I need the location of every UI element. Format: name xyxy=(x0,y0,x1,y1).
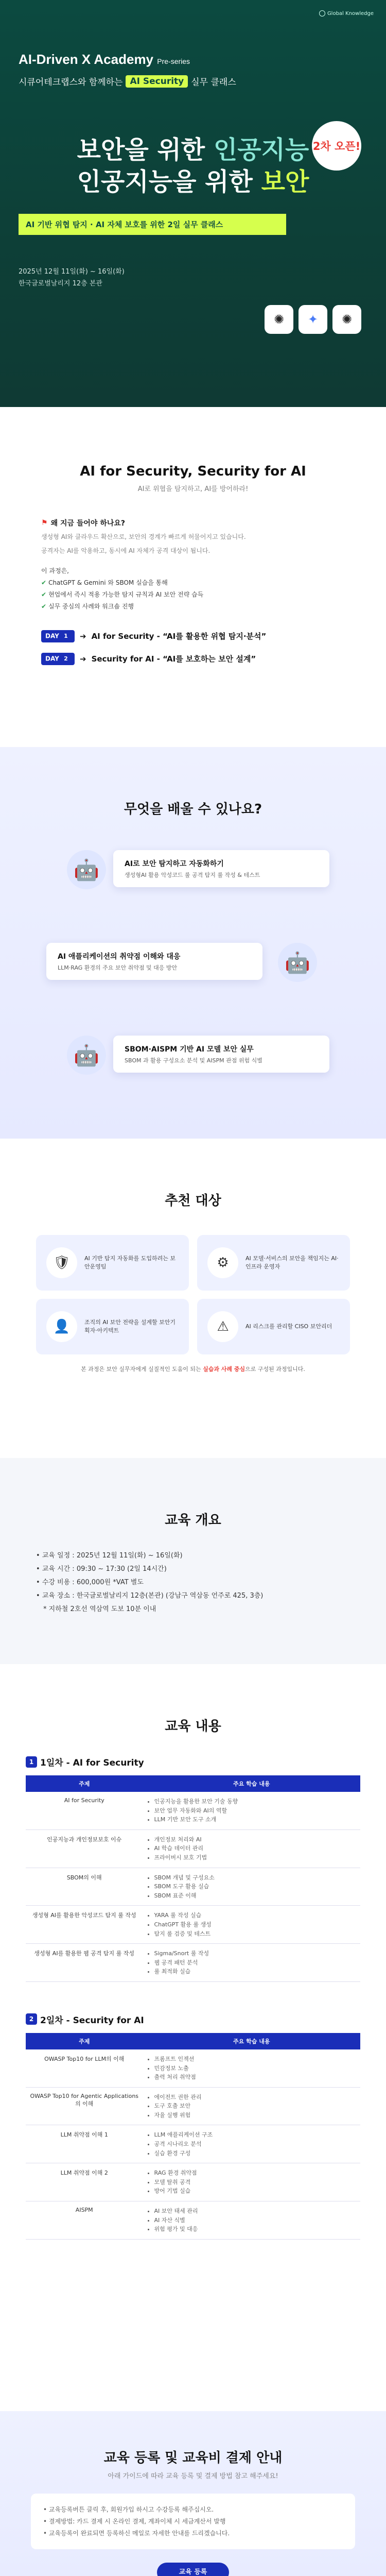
check-icon: ✔ xyxy=(41,602,47,610)
table-row xyxy=(26,1829,360,1868)
register-item: • 교육등록버튼 클릭 후, 회원가입 하시고 수강등록 해주십시오. xyxy=(43,2506,214,2513)
hero-date: 2025년 12월 11일(화) ~ 16일(화) xyxy=(19,267,125,276)
learn-title: 무엇을 배울 수 있나요? xyxy=(124,802,262,817)
list-item-text: 실무 중심의 사례와 워크숍 진행 xyxy=(48,602,134,610)
row-item: • ChatGPT 활용 룰 생성 xyxy=(154,1920,357,1929)
list-item-text: ChatGPT & Gemini 와 SBOM 실습을 통해 xyxy=(48,579,168,587)
targets-section xyxy=(0,1139,386,1458)
row-item-list xyxy=(147,1911,357,1938)
row-item-list xyxy=(147,2130,357,2158)
content-section xyxy=(0,1664,386,2411)
day2-row xyxy=(41,653,345,665)
sub-prefix: 시큐어테크랩스와 함께하는 xyxy=(19,77,123,88)
row-item: • SBOM 개념 및 구성요소 xyxy=(154,1873,357,1883)
title-highlight: 보안 xyxy=(261,167,309,197)
card-title: SBOM·AISPM 기반 AI 모델 보안 실무 xyxy=(125,1045,254,1054)
target-icon: ⚙ xyxy=(207,1247,238,1278)
row-items xyxy=(143,1792,361,1829)
robot-icon: 🤖 xyxy=(67,850,106,889)
day1-title xyxy=(26,1755,360,1768)
title-part: 인공지능을 위한 xyxy=(77,167,261,197)
overview-item: • 교육 일정 : 2025년 12월 11일(화) ~ 16일(화) xyxy=(36,1552,183,1560)
question-icon: ⚑ xyxy=(41,519,48,527)
register-title: 교육 등록 및 교육비 결제 안내 xyxy=(103,2450,283,2466)
overview-item: * 지하철 2호선 역삼역 도보 10분 이내 xyxy=(43,1605,156,1613)
card-title: AI로 보안 탐지하고 자동화하기 xyxy=(125,860,224,868)
note-highlight: 실습과 사례 중심 xyxy=(203,1366,245,1372)
row-items xyxy=(143,2125,361,2163)
row-item: • 인공지능을 활용한 보안 기술 동향 xyxy=(154,1797,357,1806)
row-item: • 방어 기법 실습 xyxy=(154,2187,357,2196)
register-text: 결제방법: 카드 결제 시 온라인 결제, 계좌이체 시 세금계산서 발행 xyxy=(48,2517,226,2525)
target-text: AI 리스크를 관리할 CISO 보안리더 xyxy=(245,1323,332,1330)
hero-title-line2 xyxy=(19,166,367,198)
title-highlight: 인공지능 xyxy=(213,135,309,164)
row-item-list xyxy=(147,2055,357,2082)
row-item-list xyxy=(147,2207,357,2234)
intro-subtitle: AI로 위협을 탐지하고, AI를 방어하라! xyxy=(137,485,249,493)
row-item: • 위험 평가 및 대응 xyxy=(154,2225,357,2234)
day2-table xyxy=(26,2033,360,2240)
col-header: 주요 학습 내용 xyxy=(143,2033,361,2049)
row-item: • SBOM 도구 활용 실습 xyxy=(154,1882,357,1891)
open-badge: 2차 오픈! xyxy=(312,121,361,171)
day-icon: 1 xyxy=(26,1756,37,1768)
intro-section xyxy=(0,407,386,747)
row-item-list xyxy=(147,2093,357,2120)
check-icon: ✔ xyxy=(41,590,47,598)
overview-list xyxy=(36,1549,350,1616)
row-item: • AI 학습 데이터 관리 xyxy=(154,1844,357,1853)
logo-mark-icon xyxy=(319,10,325,16)
row-item: • 자율 실행 위험 xyxy=(154,2111,357,2120)
row-items xyxy=(143,1944,361,1982)
row-topic: 인공지능과 개인정보보호 이슈 xyxy=(26,1829,143,1868)
row-item: • 탐지 룰 검증 및 테스트 xyxy=(154,1929,357,1939)
row-item: • 프롬프트 인젝션 xyxy=(154,2055,357,2064)
list-item xyxy=(41,589,345,601)
day1-row xyxy=(41,630,345,642)
row-item: • YARA 룰 작성 실습 xyxy=(154,1911,357,1920)
sub-suffix: 실무 클래스 xyxy=(191,77,236,88)
day-number: 2 xyxy=(61,654,71,664)
overview-section xyxy=(0,1458,386,1664)
row-item: • LLM 기반 보안 도구 소개 xyxy=(154,1815,357,1824)
hero-info xyxy=(19,266,367,290)
card-title: AI 애플리케이션의 취약점 이해와 대응 xyxy=(58,953,181,961)
row-item: • AI 자산 식별 xyxy=(154,2216,357,2225)
row-item-list xyxy=(147,1873,357,1901)
title-part: 보안을 위한 xyxy=(77,135,214,164)
register-box xyxy=(31,2494,355,2549)
overview-item: • 교육 장소 : 한국글로벌날리지 12층(본관) (강남구 역삼동 언주로 425, 3층) xyxy=(36,1592,264,1600)
target-text: AI 모델·서비스의 보안을 책임지는 AI·인프라 운영자 xyxy=(245,1255,339,1270)
col-header: 주요 학습 내용 xyxy=(143,1775,361,1792)
register-button[interactable]: 교육 등록 xyxy=(157,2563,229,2576)
row-items xyxy=(143,1868,361,1906)
row-item: • 민감정보 노출 xyxy=(154,2064,357,2073)
row-topic: LLM 취약점 이해 1 xyxy=(26,2125,143,2163)
list-item-text: 현업에서 즉시 적용 가능한 탐지 규칙과 AI 보안 전략 습득 xyxy=(48,590,204,598)
intro-question xyxy=(41,518,345,528)
card-desc: 생성형AI 활용 악성코드 룰 공격 탐지 룰 작성 & 테스트 xyxy=(125,872,260,878)
list-item xyxy=(41,577,345,589)
gpt-icon: ✺ xyxy=(265,305,293,334)
row-item: • 모델 탈취 공격 xyxy=(154,2178,357,2187)
brand-logo xyxy=(319,10,374,16)
table-row xyxy=(26,2125,360,2163)
day-text: AI for Security - “AI를 활용한 위협 탐지·분석” xyxy=(91,632,267,641)
row-items xyxy=(143,1829,361,1868)
day-number: 1 xyxy=(61,632,71,641)
row-items xyxy=(143,1906,361,1944)
day2-title xyxy=(26,2013,360,2026)
check-icon: ✔ xyxy=(41,579,47,587)
col-header: 주제 xyxy=(26,1775,143,1792)
row-item-list xyxy=(147,1949,357,1976)
overview-text: 교육 장소 : 한국글로벌날리지 12층(본관) (강남구 역삼동 언주로 425, 3층) xyxy=(42,1592,264,1600)
table-row xyxy=(26,1944,360,1982)
row-topic: OWASP Top10 for LLM의 이해 xyxy=(26,2049,143,2087)
question-text: 왜 지금 들어야 하나요? xyxy=(50,519,126,528)
table-row xyxy=(26,2201,360,2240)
register-item: • 결제방법: 카드 결제 시 온라인 결제, 계좌이체 시 세금계산서 발행 xyxy=(43,2517,226,2525)
target-card xyxy=(36,1299,189,1354)
row-items xyxy=(143,2049,361,2087)
row-item: • 도구 호출 보안 xyxy=(154,2102,357,2111)
series-title xyxy=(19,0,367,67)
target-card xyxy=(197,1299,350,1354)
row-topic: AI for Security xyxy=(26,1792,143,1829)
row-item: • Sigma/Snort 룰 작성 xyxy=(154,1949,357,1958)
list-title: 이 과정은, xyxy=(41,567,69,575)
targets-grid xyxy=(36,1235,350,1354)
overview-text: 교육 시간 : 09:30 ~ 17:30 (2일 14시간) xyxy=(42,1565,167,1573)
day-pill xyxy=(41,630,75,642)
robot-icon: 🤖 xyxy=(67,1036,106,1075)
register-section xyxy=(0,2411,386,2576)
intro-desc: 생성형 AI와 클라우드 확산으로, 보안의 경계가 빠르게 허물어지고 있습니다. xyxy=(41,533,246,540)
row-item: • RAG 환경 취약점 xyxy=(154,2168,357,2178)
day-label: DAY xyxy=(45,632,59,640)
row-topic: LLM 취약점 이해 2 xyxy=(26,2163,143,2201)
overview-title: 교육 개요 xyxy=(165,1513,221,1528)
row-topic: AISPM xyxy=(26,2201,143,2240)
hero-subtitle xyxy=(19,75,367,88)
row-item: • 공격 시나리오 분석 xyxy=(154,2140,357,2149)
col-header: 주제 xyxy=(26,2033,143,2049)
overview-text: 수강 비용 : 600,000원 *VAT 별도 xyxy=(42,1579,144,1586)
register-subtitle: 아래 가이드에 따라 교육 등록 및 결제 방법 참고 해주세요! xyxy=(108,2472,278,2480)
table-row xyxy=(26,2087,360,2125)
target-icon: ⚠ xyxy=(207,1311,238,1342)
overview-text: 지하철 2호선 역삼역 도보 10분 이내 xyxy=(48,1605,156,1613)
target-card xyxy=(197,1235,350,1291)
row-item-list xyxy=(147,2168,357,2196)
table-row xyxy=(26,1868,360,1906)
intro-title: AI for Security, Security for AI xyxy=(80,464,306,479)
row-item-list xyxy=(147,1797,357,1824)
hero-place: 한국글로벌날리지 12층 본관 xyxy=(19,280,102,288)
table-row xyxy=(26,1906,360,1944)
card-desc: LLM·RAG 환경의 주요 보안 취약점 및 대응 방안 xyxy=(58,964,178,971)
table-row xyxy=(26,2049,360,2087)
row-items xyxy=(143,2201,361,2240)
row-item: • AI 보안 태세 관리 xyxy=(154,2207,357,2216)
target-icon: 🛡 xyxy=(46,1247,77,1278)
app-icons xyxy=(265,305,361,334)
card-desc: SBOM 과 활용 구성요소 분석 및 AISPM 관점 위험 식별 xyxy=(125,1057,262,1064)
chatgpt-icon: ✺ xyxy=(332,305,361,334)
row-items xyxy=(143,2163,361,2201)
target-icon: 👤 xyxy=(46,1311,77,1342)
hero-section xyxy=(0,0,386,407)
day2-body xyxy=(26,2049,360,2239)
series-name: AI-Driven X Academy xyxy=(19,52,154,67)
day-label: DAY xyxy=(45,655,59,663)
day-title-text: 2일차 - Security for AI xyxy=(40,2015,144,2026)
series-suffix: Pre-series xyxy=(157,57,190,65)
row-topic: SBOM의 이해 xyxy=(26,1868,143,1906)
register-text: 교육등록버튼 클릭 후, 회원가입 하시고 수강등록 해주십시오. xyxy=(48,2506,214,2513)
target-card xyxy=(36,1235,189,1291)
overview-text: 교육 일정 : 2025년 12월 11일(화) ~ 16일(화) xyxy=(42,1552,183,1560)
row-item: • LLM 애플리케이션 구조 xyxy=(154,2130,357,2140)
row-item: • 에이전트 권한 관리 xyxy=(154,2093,357,2102)
learn-card xyxy=(46,943,262,980)
overview-item: • 수강 비용 : 600,000원 *VAT 별도 xyxy=(36,1579,144,1586)
note-part: 으로 구성된 과정입니다. xyxy=(245,1366,305,1372)
row-topic: OWASP Top10 for Agentic Applications의 이해 xyxy=(26,2087,143,2125)
targets-note xyxy=(36,1365,350,1373)
day-icon: 2 xyxy=(26,2013,37,2025)
learn-section xyxy=(0,747,386,1139)
learn-card xyxy=(113,1036,329,1073)
row-item-list xyxy=(147,1835,357,1862)
row-item: • SBOM 표준 이해 xyxy=(154,1891,357,1901)
row-item: • 웹 공격 패턴 분석 xyxy=(154,1958,357,1968)
arrow-icon: ➔ xyxy=(79,654,86,664)
target-text: AI 기반 탐지 자동화를 도입하려는 보안운영팀 xyxy=(84,1255,176,1270)
learn-card xyxy=(113,850,329,887)
brand-name: Global Knowledge xyxy=(327,10,374,16)
intro-desc: 공격자는 AI를 악용하고, 동시에 AI 자체가 공격 대상이 됩니다. xyxy=(41,547,210,555)
row-item: • 프라이버시 보호 기법 xyxy=(154,1853,357,1862)
day-text: Security for AI - “AI를 보호하는 보안 설계” xyxy=(91,654,256,664)
intro-list xyxy=(41,565,345,612)
robot-icon: 🤖 xyxy=(278,943,317,982)
table-row xyxy=(26,2163,360,2201)
note-part: 본 과정은 보안 실무자에게 실질적인 도움이 되는 xyxy=(81,1366,203,1372)
day-title-text: 1일차 - AI for Security xyxy=(40,1758,144,1768)
target-text: 조직의 AI 보안 전략을 설계할 보안기획자·아키텍트 xyxy=(84,1318,176,1334)
row-item: • 출력 처리 취약점 xyxy=(154,2073,357,2082)
register-text: 교육등록이 완료되면 등록하신 메일로 자세한 안내를 드리겠습니다. xyxy=(48,2529,230,2537)
hero-bar: AI 기반 위협 탐지 · AI 자체 보호를 위한 2일 실무 클래스 xyxy=(19,214,286,235)
day-pill xyxy=(41,653,75,665)
table-row xyxy=(26,1792,360,1829)
register-item: • 교육등록이 완료되면 등록하신 메일로 자세한 안내를 드리겠습니다. xyxy=(43,2529,230,2537)
sub-chip: AI Security xyxy=(126,75,188,88)
row-items xyxy=(143,2087,361,2125)
row-item: • 룰 최적화 실습 xyxy=(154,1967,357,1976)
list-item xyxy=(41,601,345,613)
row-topic: 생성형 AI를 활용한 웹 공격 탐지 룰 작성 xyxy=(26,1944,143,1982)
row-item: • 개인정보 처리와 AI xyxy=(154,1835,357,1844)
day1-body xyxy=(26,1792,360,1981)
row-topic: 생성형 AI를 활용한 악성코드 탐지 룰 작성 xyxy=(26,1906,143,1944)
day1-table xyxy=(26,1775,360,1982)
targets-title: 추천 대상 xyxy=(165,1193,221,1209)
content-title: 교육 내용 xyxy=(165,1719,221,1734)
gemini-icon: ✦ xyxy=(299,305,327,334)
row-item: • 실습 환경 구성 xyxy=(154,2149,357,2158)
overview-item: • 교육 시간 : 09:30 ~ 17:30 (2일 14시간) xyxy=(36,1565,167,1573)
row-item: • 보안 업무 자동화와 AI의 역할 xyxy=(154,1806,357,1816)
arrow-icon: ➔ xyxy=(79,631,86,641)
